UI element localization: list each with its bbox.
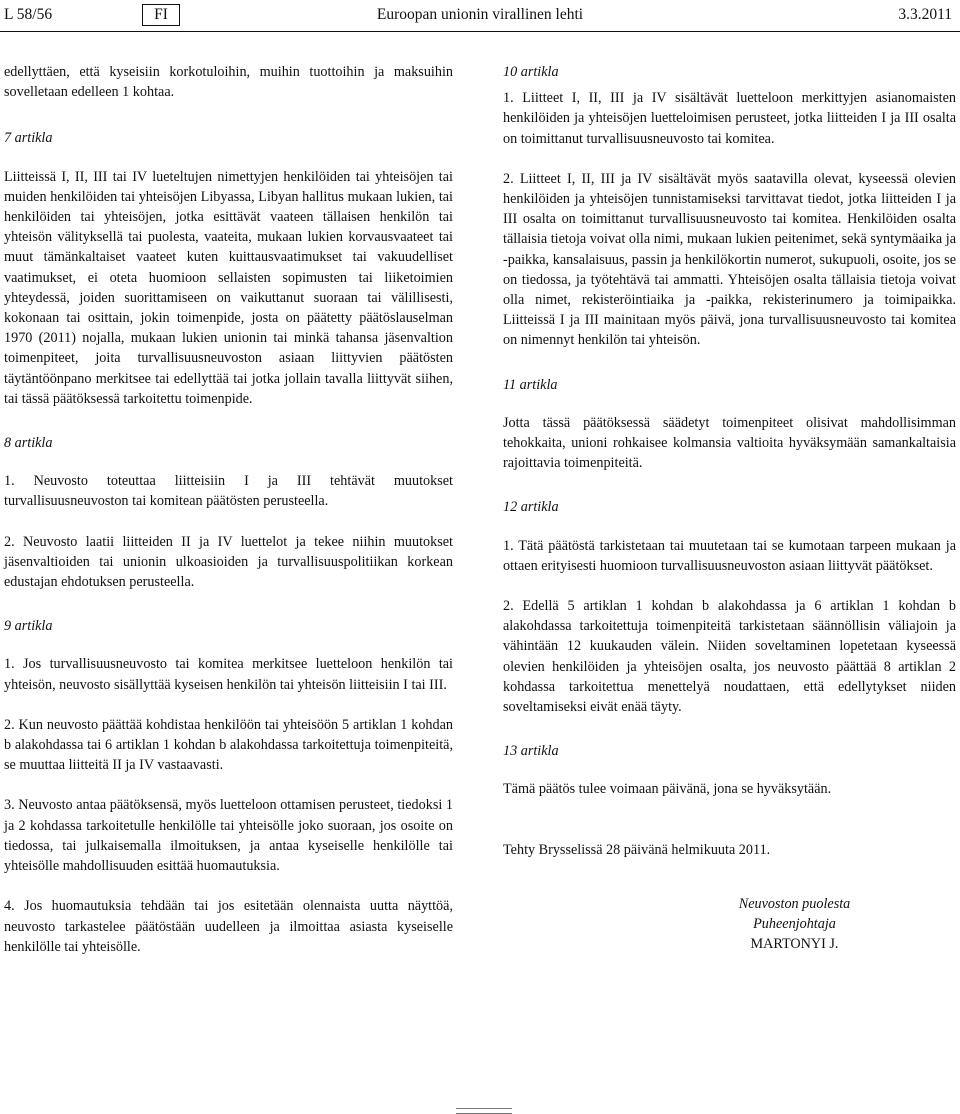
article-12-title: 12 artikla <box>503 499 559 516</box>
article-9-title: 9 artikla <box>4 618 53 635</box>
article-9-paragraph-3: 3. Neuvosto antaa päätöksensä, myös luetteloon ottamisen perusteet, tiedoksi 1 ja 2 kohdassa tarkoitetulle henkilölle tai yhteisölle joko suoraan, jos osoite on tiedossa, tai julkaisemalla ilmoituksen, ja antaa kyseiselle henkilölle tai yhteisölle mahdollisuuden esittää huomautuksia. <box>4 797 453 875</box>
article-11-title: 11 artikla <box>503 376 558 393</box>
language-badge: FI <box>142 4 180 26</box>
publication-date: 3.3.2011 <box>898 6 952 23</box>
article-13-title: 13 artikla <box>503 743 559 760</box>
page-reference: L 58/56 <box>4 6 53 23</box>
article-13-text: Tämä päätös tulee voimaan päivänä, jona se hyväksytään. <box>503 781 832 798</box>
article-8-paragraph-2: 2. Neuvosto laatii liitteiden II ja IV luettelot ja tekee niihin muutokset jäsenvaltioiden tai unionin ulkoasioiden ja turvallisuuspolitiikan korkean edustajan ehdotuksen perusteella. <box>4 533 453 591</box>
article-7-text: Liitteissä I, II, III tai IV lueteltujen nimettyjen henkilöiden tai yhteisöjen tai muiden henkilöiden tai yhteisöjen Libyassa, Libyan hallitus mukaan lukien, tai henkilöiden tai yhteisöjen, jotka esittävät vaateen tällaisen henkilön tai yhteisön välityksellä tai puolesta, vaateita, mukaan lukien korvausvaateet tai muut tämänkaltaiset vaateet kuten kuittausvaatimukset tai vakuudelliset vaatimukset, ei oteta huomioon sellaisten sopimusten tai liiketoimien yhteydessä, joiden suorittamiseen on vaikuttanut suoraan tai välillisesti, kokonaan tai osittain, jokin toimenpide, josta on päätetty päätöslauselman 1970 (2011) nojalla, mukaan lukien unionin tai minkä tahansa jäsenvaltion toimenpiteet, joita turvallisuusneuvoston asiaan liittyvien päätösten täytäntöönpano merkitsee tai edellyttää tai jotka jollain tavalla liittyvät siihen, tai tässä päätöksessä tarkoitettu toimenpide. <box>4 168 453 407</box>
article-10-paragraph-1: 1. Liitteet I, II, III ja IV sisältävät luetteloon merkittyjen asianomaisten henkilöiden ja yhteisöjen luetteloimisen perusteet, jotka liitteiden I ja III osalta on toimittanut turvallisuusneuvosto tai komitea. <box>503 90 956 147</box>
footer-mark <box>456 1108 512 1114</box>
header-rule <box>0 31 960 32</box>
article-9-paragraph-1: 1. Jos turvallisuusneuvosto tai komitea merkitsee luetteloon henkilön tai yhteisön, neuvosto sisällyttää kyseisen henkilön tai yhteisön liitteisiin I tai III. <box>4 656 453 693</box>
done-at-line: Tehty Brysselissä 28 päivänä helmikuuta 2011. <box>503 841 771 858</box>
article-12-paragraph-2: 2. Edellä 5 artiklan 1 kohdan b alakohdassa ja 6 artiklan 1 kohdan b alakohdassa tarkoitettuja toimenpiteitä tarkistetaan säännöllisin väliajoin ja vähintään 12 kuukauden välein. Niiden soveltaminen lopetetaan kyseessä olevien henkilöiden ja yhteisöjen osalta, jos neuvosto päättää 8 artiklan 2 kohdassa tarkoitettua menettelyä noudattaen, että edellytykset niiden soveltamiseksi eivät enää täyty. <box>503 598 956 716</box>
signature-role: Puheenjohtaja <box>753 916 836 933</box>
article-9-paragraph-4: 4. Jos huomautuksia tehdään tai jos esitetään olennaista uutta näyttöä, neuvosto tarkastelee päätöstään uudelleen ja ilmoittaa asiasta kyseiselle henkilölle tai yhteisölle. <box>4 898 453 955</box>
article-10-title: 10 artikla <box>503 64 559 80</box>
page-header <box>4 4 956 26</box>
article-12-paragraph-1: 1. Tätä päätöstä tarkistetaan tai muutetaan tai se kumotaan tarpeen mukaan ja ottaen erityisesti huomioon turvallisuusneuvoston asiaan liittyvät päätökset. <box>503 537 956 574</box>
signature-for: Neuvoston puolesta <box>738 895 851 912</box>
intro-paragraph: edellyttäen, että kyseisiin korkotuloihin, muihin tuottoihin ja maksuihin sovelletaan edelleen 1 kohtaa. <box>4 64 453 101</box>
signature-block <box>633 894 956 955</box>
article-8-paragraph-1: 1. Neuvosto toteuttaa liitteisiin I ja III tehtävät muutokset turvallisuusneuvoston tai komitean päätösten perusteella. <box>4 473 453 510</box>
article-8-title: 8 artikla <box>4 435 53 452</box>
left-column <box>4 62 453 957</box>
article-7-title: 7 artikla <box>4 130 53 147</box>
right-column <box>503 62 956 955</box>
signature-name: MARTONYI J. <box>750 936 839 953</box>
article-10-paragraph-2: 2. Liitteet I, II, III ja IV sisältävät myös saatavilla olevat, kyseessä olevien henkilöiden ja yhteisöjen tunnistamiseksi tarvittavat tiedot, jotka liitteiden I ja III osalta on toimittanut turvallisuusneuvosto tai komitea. Henkilöiden osalta tällaisia tietoja voivat olla nimi, mukaan lukien peitenimet, sekä syntymäaika ja -paikka, kansalaisuus, passin ja henkilökortin numerot, sukupuoli, osoite, jos se on tiedossa, ja työtehtävä tai ammatti. Yhteisöjen osalta tällaisia tietoja voivat olla nimet, rekisteröintiaika ja -paikka, rekisterinumero ja toimipaikka. Liitteissä I ja III mainitaan myös päivä, jona turvallisuusneuvosto tai komitea on nimennyt henkilön tai yhteisön. <box>503 170 956 349</box>
article-9-paragraph-2: 2. Kun neuvosto päättää kohdistaa henkilöön tai yhteisöön 5 artiklan 1 kohdan b alakohdassa tai 6 artiklan 1 kohdan b alakohdassa tarkoitettuja toimenpiteitä, se muuttaa liitteitä II ja IV vastaavasti. <box>4 716 453 774</box>
article-11-text: Jotta tässä päätöksessä säädetyt toimenpiteet olisivat mahdollisimman tehokkaita, unioni rohkaisee kolmansia valtioita hyväksymään samankaltaisia rajoittavia toimenpiteitä. <box>503 414 956 472</box>
journal-title: Euroopan unionin virallinen lehti <box>376 6 584 23</box>
